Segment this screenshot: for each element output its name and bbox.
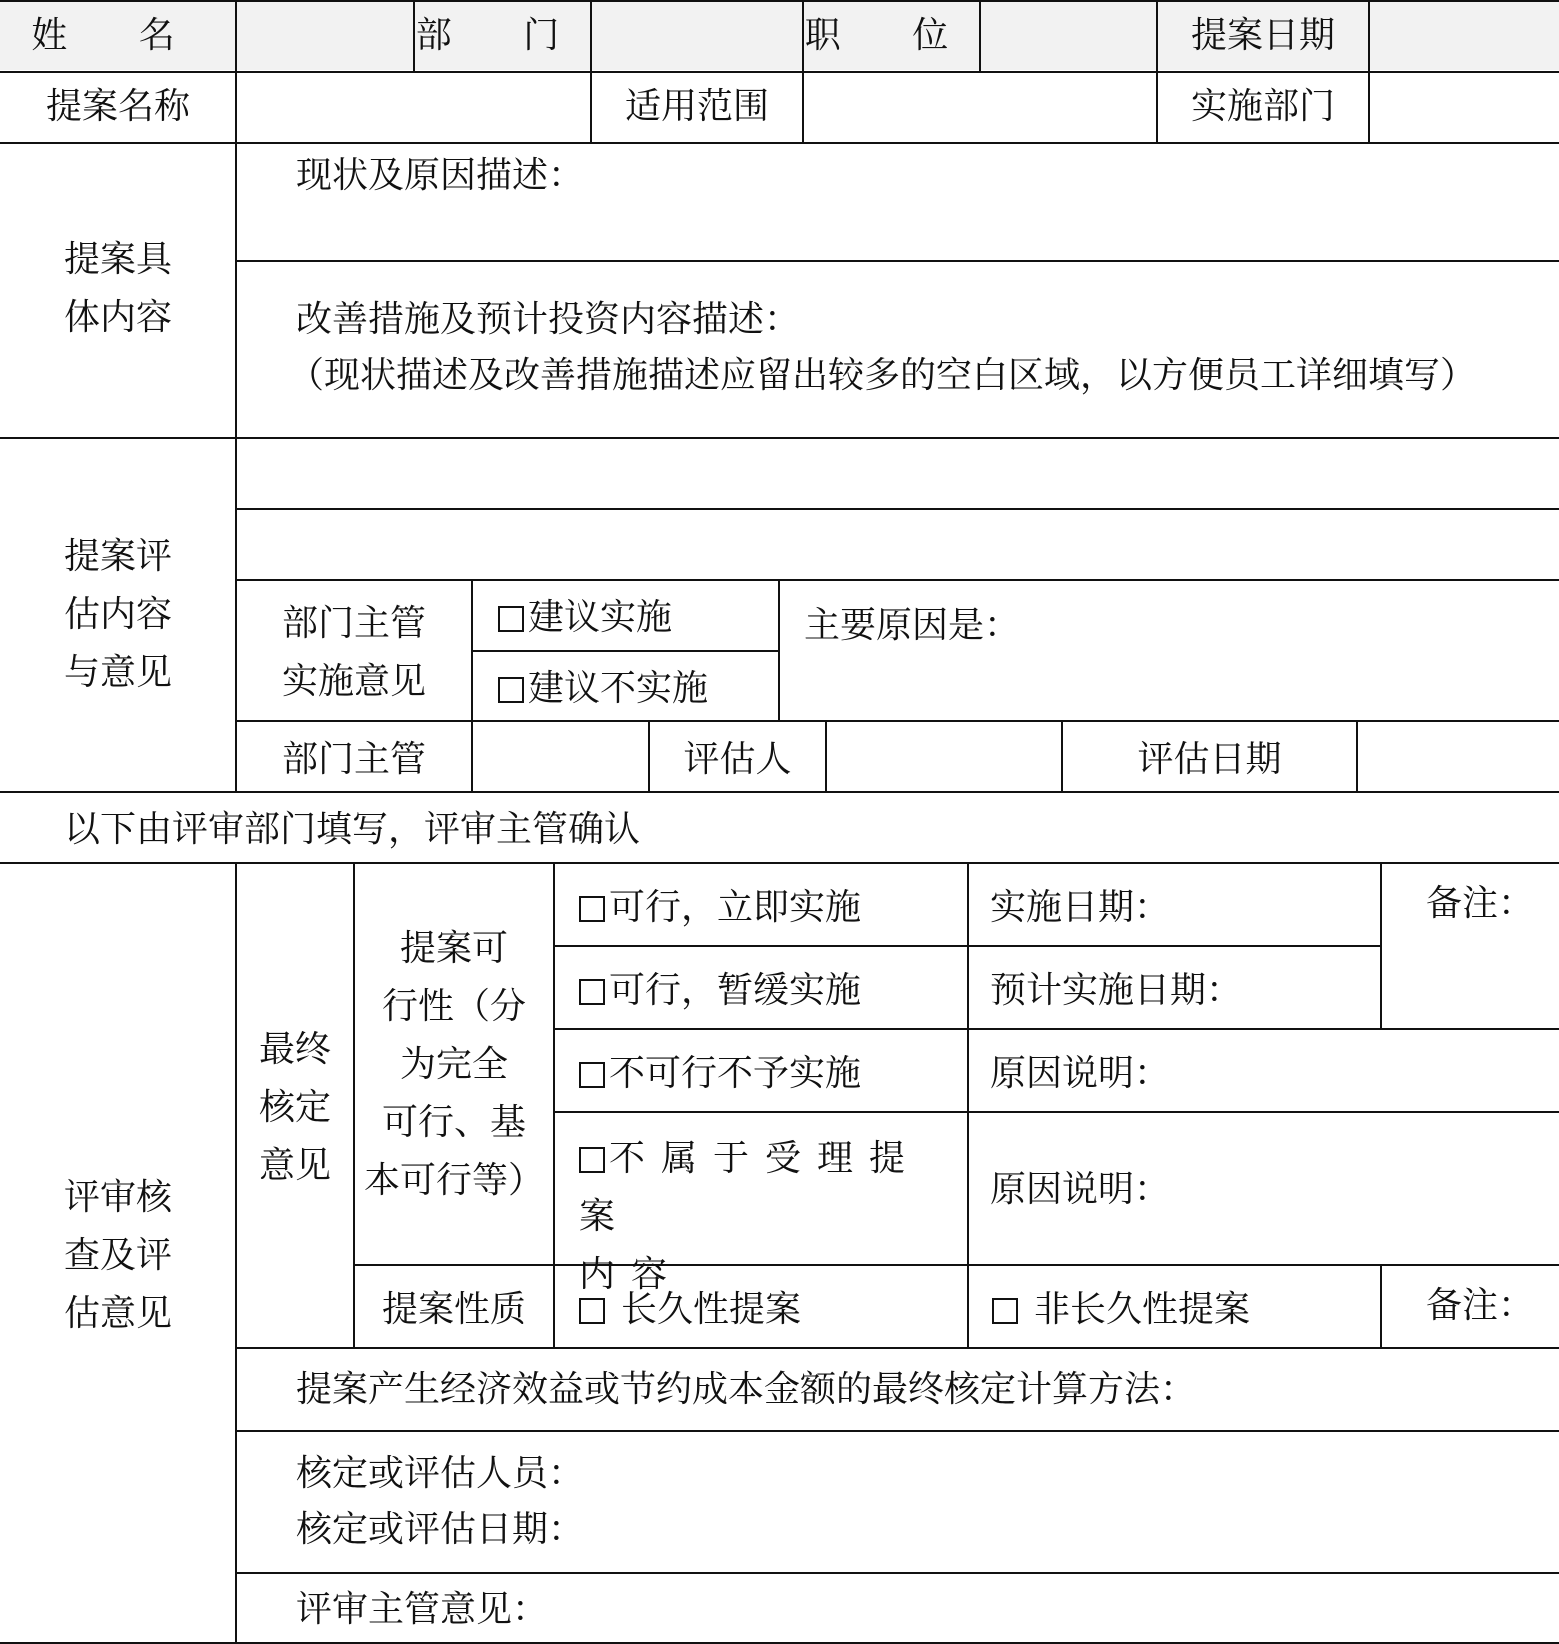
checkbox-icon[interactable] xyxy=(579,1062,605,1088)
content-section-label: 提案具 体内容 xyxy=(64,239,173,338)
proposal-name-field[interactable] xyxy=(237,73,590,142)
nature-label: 提案性质 xyxy=(381,1289,526,1330)
rule-status-bottom xyxy=(236,260,1559,262)
rule-feas-2 xyxy=(554,1028,1559,1030)
rule-remark2-left xyxy=(1380,1264,1382,1348)
rule-eval-bottom xyxy=(0,791,1559,793)
review-section-label: 评审核 查及评 估意见 xyxy=(64,1177,173,1334)
option-not-feasible[interactable]: 不可行不予实施 xyxy=(579,1056,861,1092)
checkbox-icon[interactable] xyxy=(579,1147,605,1173)
review-note: 以下由评审部门填写，评审主管确认 xyxy=(64,809,641,850)
name-label: 姓 名 xyxy=(31,15,205,56)
position-field[interactable] xyxy=(981,2,1156,71)
main-reason-label: 主要原因是： xyxy=(804,605,1021,646)
dept-label: 部 门 xyxy=(415,15,590,56)
rule-calc-bottom xyxy=(236,1430,1559,1432)
remark-label-2: 备注： xyxy=(1426,1285,1535,1326)
status-field[interactable] xyxy=(237,200,1559,260)
eval-date-label: 评估日期 xyxy=(1137,739,1282,780)
impl-dept-label: 实施部门 xyxy=(1190,86,1335,127)
option-non-permanent[interactable]: 非长久性提案 xyxy=(992,1292,1250,1328)
impl-date-label: 实施日期： xyxy=(990,887,1171,928)
option-implement[interactable]: 建议实施 xyxy=(498,600,672,636)
checkbox-icon[interactable] xyxy=(498,606,524,632)
reviewer-label: 核定或评估人员： xyxy=(296,1453,585,1494)
remark-label-1: 备注： xyxy=(1426,883,1535,924)
rule-nature-bottom xyxy=(236,1347,1559,1349)
impl-dept-field[interactable] xyxy=(1370,73,1559,142)
supervisor-label: 评审主管意见： xyxy=(296,1589,549,1630)
manager-label: 部门主管 xyxy=(281,739,426,780)
measures-label: 改善措施及预计投资内容描述： xyxy=(296,299,801,340)
manager-field[interactable] xyxy=(473,722,648,791)
manager-opinion-label: 部门主管 实施意见 xyxy=(282,603,427,702)
rule-opinion-b xyxy=(778,579,780,721)
rule-row2-bottom xyxy=(0,142,1559,144)
final-opinion-label: 最终 核定 意见 xyxy=(258,1029,331,1186)
option-not-accepted[interactable]: 不属于受理提案 内容 xyxy=(579,1138,922,1295)
name-field[interactable] xyxy=(237,2,413,71)
eval-line-2[interactable] xyxy=(237,510,1559,579)
position-label: 职 位 xyxy=(804,15,979,56)
rule-opt-right xyxy=(967,862,969,1348)
reason-label-1: 原因说明： xyxy=(990,1053,1171,1094)
rule-remark1-left xyxy=(1380,862,1382,1028)
eval-date-field[interactable] xyxy=(1358,722,1559,791)
proposal-name-label: 提案名称 xyxy=(45,86,190,127)
evaluator-label: 评估人 xyxy=(683,739,792,780)
planned-date-label: 预计实施日期： xyxy=(990,970,1243,1011)
option-feasible-later[interactable]: 可行，暂缓实施 xyxy=(579,973,861,1009)
rule-note-bottom xyxy=(0,862,1559,864)
option-feasible-now[interactable]: 可行，立即实施 xyxy=(579,890,861,926)
content-note: （现状描述及改善措施描述应留出较多的空白区域，以方便员工详细填写） xyxy=(288,355,1477,396)
review-date-label: 核定或评估日期： xyxy=(296,1509,585,1550)
option-not-implement[interactable]: 建议不实施 xyxy=(498,671,708,707)
rule-labelcol-bottom xyxy=(235,862,237,1644)
dept-field[interactable] xyxy=(592,2,802,71)
checkbox-icon[interactable] xyxy=(579,896,605,922)
proposal-date-field[interactable] xyxy=(1370,2,1559,71)
scope-field[interactable] xyxy=(804,73,1156,142)
option-permanent[interactable]: 长久性提案 xyxy=(579,1292,801,1328)
rule-row1-bottom xyxy=(0,71,1559,73)
feasibility-label: 提案可 行性（分 为完全 可行、基 本可行等） xyxy=(363,928,544,1201)
scope-label: 适用范围 xyxy=(624,86,769,127)
status-label: 现状及原因描述： xyxy=(296,155,585,196)
eval-line-1[interactable] xyxy=(237,439,1559,508)
reason-label-2: 原因说明： xyxy=(990,1169,1171,1210)
calc-method-label: 提案产生经济效益或节约成本金额的最终核定计算方法： xyxy=(296,1369,1197,1410)
checkbox-icon[interactable] xyxy=(579,979,605,1005)
checkbox-icon[interactable] xyxy=(992,1298,1018,1324)
rule-eval-line2 xyxy=(236,579,1559,581)
evaluator-field[interactable] xyxy=(827,722,1061,791)
rule-options-split xyxy=(472,650,780,652)
checkbox-icon[interactable] xyxy=(579,1298,605,1324)
proposal-date-label: 提案日期 xyxy=(1190,15,1335,56)
checkbox-icon[interactable] xyxy=(498,677,524,703)
rule-feas-3 xyxy=(554,1111,1559,1113)
evaluation-section-label: 提案评 估内容 与意见 xyxy=(64,536,173,693)
measures-field[interactable] xyxy=(237,400,1559,437)
rule-reviewer-bottom xyxy=(236,1572,1559,1574)
